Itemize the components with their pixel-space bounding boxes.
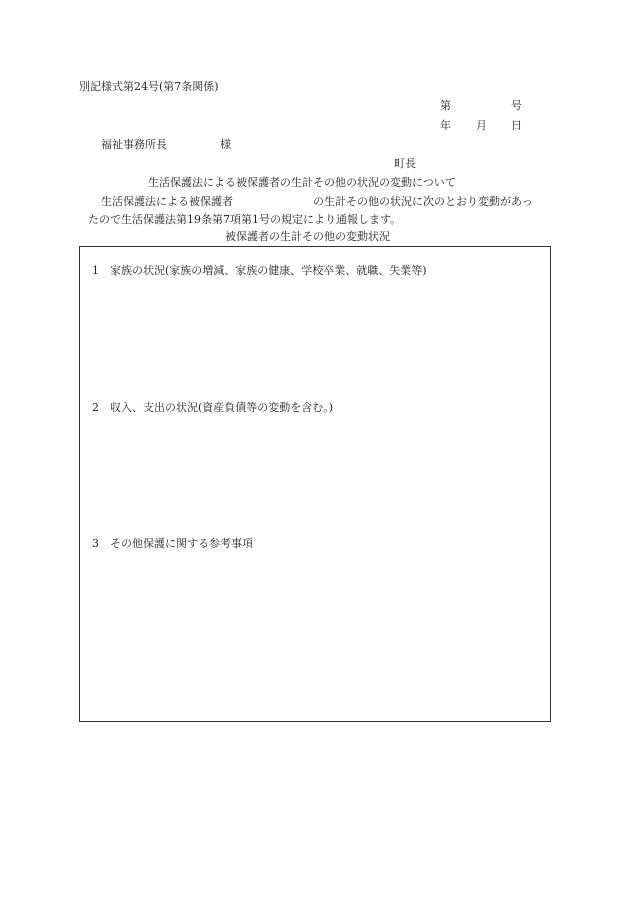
document-subject: 生活保護法による被保護者の生計その他の状況の変動について xyxy=(148,176,456,189)
section-1-label: 家族の状況(家族の増減、家族の健康、学校卒業、就職、失業等) xyxy=(110,264,427,277)
section-3-number: 3 xyxy=(92,537,99,550)
number-label-go: 号 xyxy=(511,99,522,112)
addressee-honorific: 様 xyxy=(220,138,231,151)
date-year-label: 年 xyxy=(440,119,451,132)
section-2-number: 2 xyxy=(92,401,99,414)
form-number: 別記様式第24号(第7条関係) xyxy=(79,80,219,93)
date-day-label: 日 xyxy=(511,119,522,132)
table-title: 被保護者の生計その他の変動状況 xyxy=(225,230,390,243)
number-label-dai: 第 xyxy=(440,99,451,112)
body-line1-a: 生活保護法による被保護者 xyxy=(101,195,233,208)
date-month-label: 月 xyxy=(476,119,487,132)
report-table xyxy=(79,246,551,722)
section-2-label: 収入、支出の状況(資産負債等の変動を含む。) xyxy=(110,401,334,414)
section-3-label: その他保護に関する参考事項 xyxy=(110,537,253,550)
sender-title: 町長 xyxy=(394,157,416,170)
body-line2: たので生活保護法第19条第7項第1号の規定により通報します。 xyxy=(88,213,402,226)
addressee-title: 福祉事務所長 xyxy=(101,138,167,151)
section-1-number: 1 xyxy=(92,264,99,277)
body-line1-b: の生計その他の状況に次のとおり変動があっ xyxy=(313,195,533,208)
